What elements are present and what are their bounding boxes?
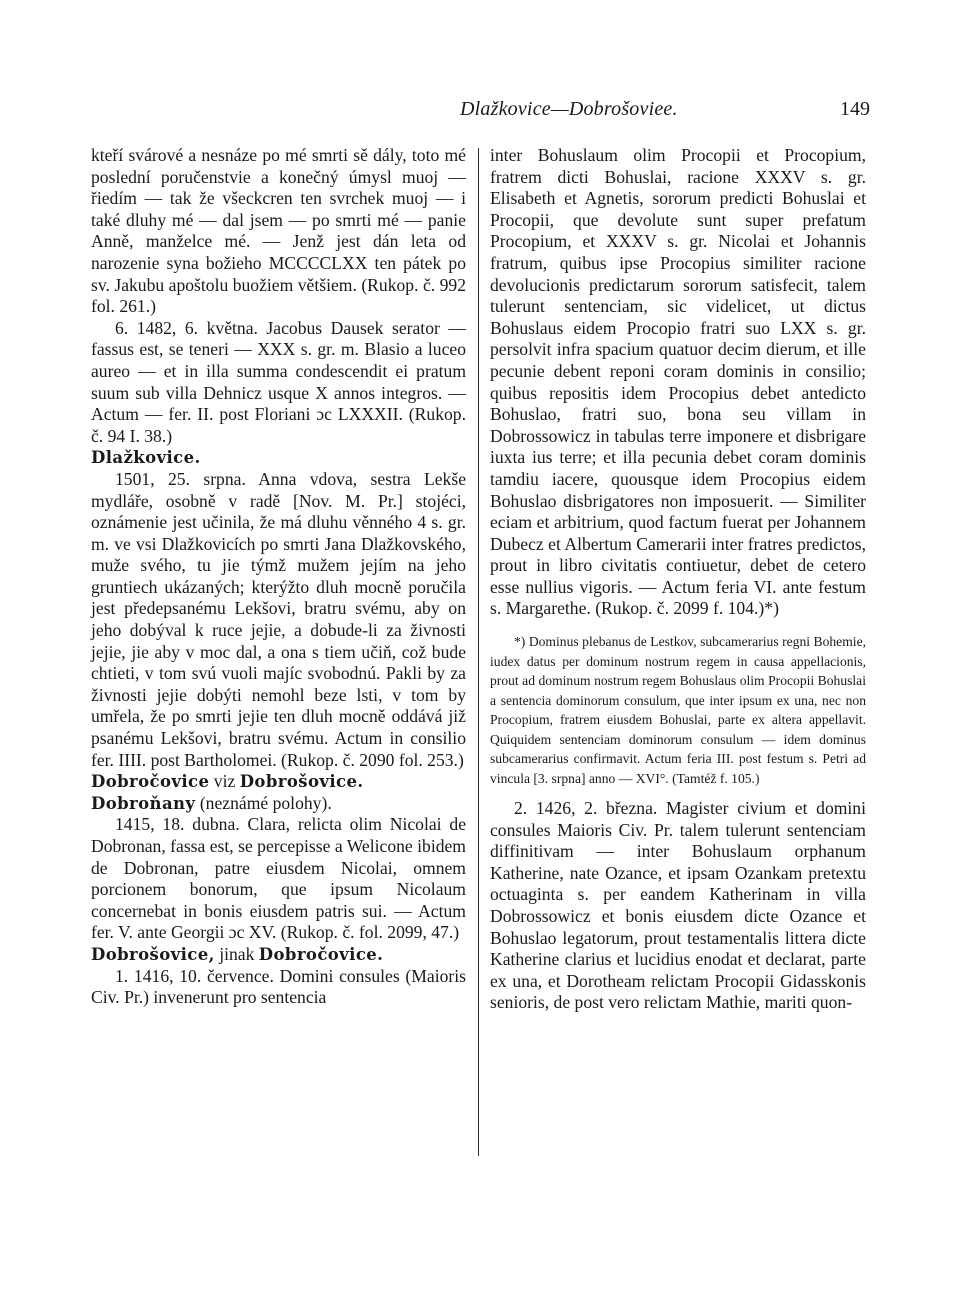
entry-paragraph: 1501, 25. srpna. Anna vdova, sestra Lekše mydlářе, osobně v radě [Nov. M. Pr.] stojéci, oznámenie jest učinila, že má dluhu věnného 4 s. gr. m. ve vsi Dlažkovicích po smrti Jana Dlažkovského, muže svého, tu jie týmž mužem jejím na jeho gruntiech ukázaných; kterýžto dluh mocně poručila jest předepsanému Lekšovi, bratru svému, aby on jeho dobýval k ruce jejie, a dobude-li za živnosti jejie, jie aby v moc dal, a ona s tiem učiň, což bude chtieti, v tom svú vuoli majíc svobodnú. Pakli by za živnosti jejie dobýti nemohl beze lsti, v tom by umřela, že po smrti jejie ten dluh mocně oddává již psanému Lekšovi, bratru svému. Actum in consilio fer. IIII. post Bartholomei. (Rukop. č. 2090 fol. 253.) [91,468,466,770]
cross-reference-heading [91,771,466,793]
left-column [91,145,466,1009]
alias-word: jinak [214,943,259,964]
entry-paragraph: 1415, 18. dubna. Clara, relicta olim Nicolai de Dobronan, fassa est, se percepisse a Welicone ibidem de Dobronan, patre eiusdem Nicolai, omnem porcionem bonorum, que ipsum Nicolaum concernebat in bonis eiusdem patris sui. — Actum fer. V. ante Georgii ɔc XV. (Rukop. č. fol. 2099, 47.) [91,814,466,943]
entry-paragraph: 1. 1416, 10. července. Domini consules (Maioris Civ. Pr.) invenerunt pro sentencia [91,965,466,1008]
entry-heading-term: Dobroňany [91,793,196,813]
footnote: *) Dominus plebanus de Lestkov, subcamerarius regni Bohemie, iudex datus per dominum nostrum regem in causa appellacionis, prout ad dominum nostrum regem Bohuslaus olim Procopii Bohuslai a sentencia dominorum consulum, que inter ipsum ex una, nec non Procopium, fratrem eiusdem Bohuslai, parte ex altera appellavit. Quiquidem sentenciam dominorum consulum — idem dominus subcamerarius confirmavit. Actum feria III. post festum s. Petri ad vincula [3. srpna] anno — XVI°. (Tamtéž f. 105.) [490,634,866,786]
entry-heading-target: Dobrošovice. [239,772,364,792]
entry-paragraph: 6. 1482, 6. května. Jacobus Dausek serator — fassus est, se teneri — XXX s. gr. m. Blasio a luceo aureo — et in illa summa condescendit ei pratum suum sub villa Dehnicz usque X annos integros. — Actum — fer. II. post Floriani ɔc LXXXII. (Rukop. č. 94 I. 38.) [91,317,466,446]
page-number: 149 [840,98,870,120]
entry-paragraph: 2. 1426, 2. března. Magister civium et domini consules Maioris Civ. Pr. talem tulerunt sentenciam diffinitivam — inter Bohuslaum orphanum Katherine, nate Ozance, et ipsam Ozankam pretextu octuaginta s. per eandem Katherinam in villa Dobrossowicz et bonis eiusdem dicte Ozance et Bohuslao legatorum, prout testamentalis littera dicte Katherine clarius et lucidius enodat et declarat, parte ex una, et Dorotheam relictam Procopii Gidasskonis senioris, de post vero relictam Mathie, mariti quon- [490,798,866,1013]
continued-paragraph: kteří svárové a nesnáze po mé smrti sě dály, toto mé poslední poručenstvie a konečný úmysl muoj — řiedím — tak že všeckcren ten svrchek muoj — i také dluhy mé — dal jsem — po smrti mé — panie Anně, manželce mé. — Jenž jest dán leta od narozenie syna božieho MCCCCLXX ten pátek po sv. Jakubu apoštolu buožiem většiem. (Rukop. č. 992 fol. 261.) [91,145,466,317]
heading-note: (neznámé polohy). [195,792,332,813]
entry-heading-term: Dobročovice [91,772,210,792]
cross-reference-word: viz [209,771,240,792]
entry-heading-with-note [91,793,466,815]
entry-heading: Dlažkovice. [91,448,201,468]
entry-heading-term: Dobrošovice, [91,944,215,964]
entry-heading-alias: Dobročovice. [258,944,384,964]
column-divider [478,148,479,1156]
entry-heading-with-alias [91,944,466,966]
continued-paragraph: inter Bohuslaum olim Procopii et Procopium, fratrem dicti Bohuslai, racione XXXV s. gr. Elisabeth et Agnetis, sororum predicti Bohuslai et Procopii, que devolute sunt super prefatum Procopium, et XXXV s. gr. Nicolai et Johannis fratrum, quibus ipse Procopius similiter racione devolucionis predictarum sororum satisfecit, talem tulerunt sentenciam, sic videlicet, ut dictus Bohuslaus eidem Procopio fratri suo LXX s. gr. persolvit infra spacium quatuor decim dierum, et ille pecunie debent reponi coram dominis in consilio; quibus repositis idem Procopius debet antedicto Bohuslao, fratri suo, bona seu villam in Dobrossowicz in tabulas terre imponere et disbrigare iuxta ius terre; et illa pecunia debet coram dominis tamdiu iacere, quousque idem Procopius eidem Bohuslao disbrigatores non imposuerit. — Similiter eciam et arbitrium, quod factum fuerat per Johannem Dubecz et Albertum Camerarii inter fratres predictos, prout in libro civitatis contiuetur, debet de cetero esse nullius vigoris. — Actum feria VI. ante festum s. Margarethe. (Rukop. č. 2099 f. 104.)*) [490,145,866,619]
page-header [90,98,870,128]
running-title: Dlažkovice—Dobrošoviee. [460,98,678,120]
right-column [490,145,866,1014]
